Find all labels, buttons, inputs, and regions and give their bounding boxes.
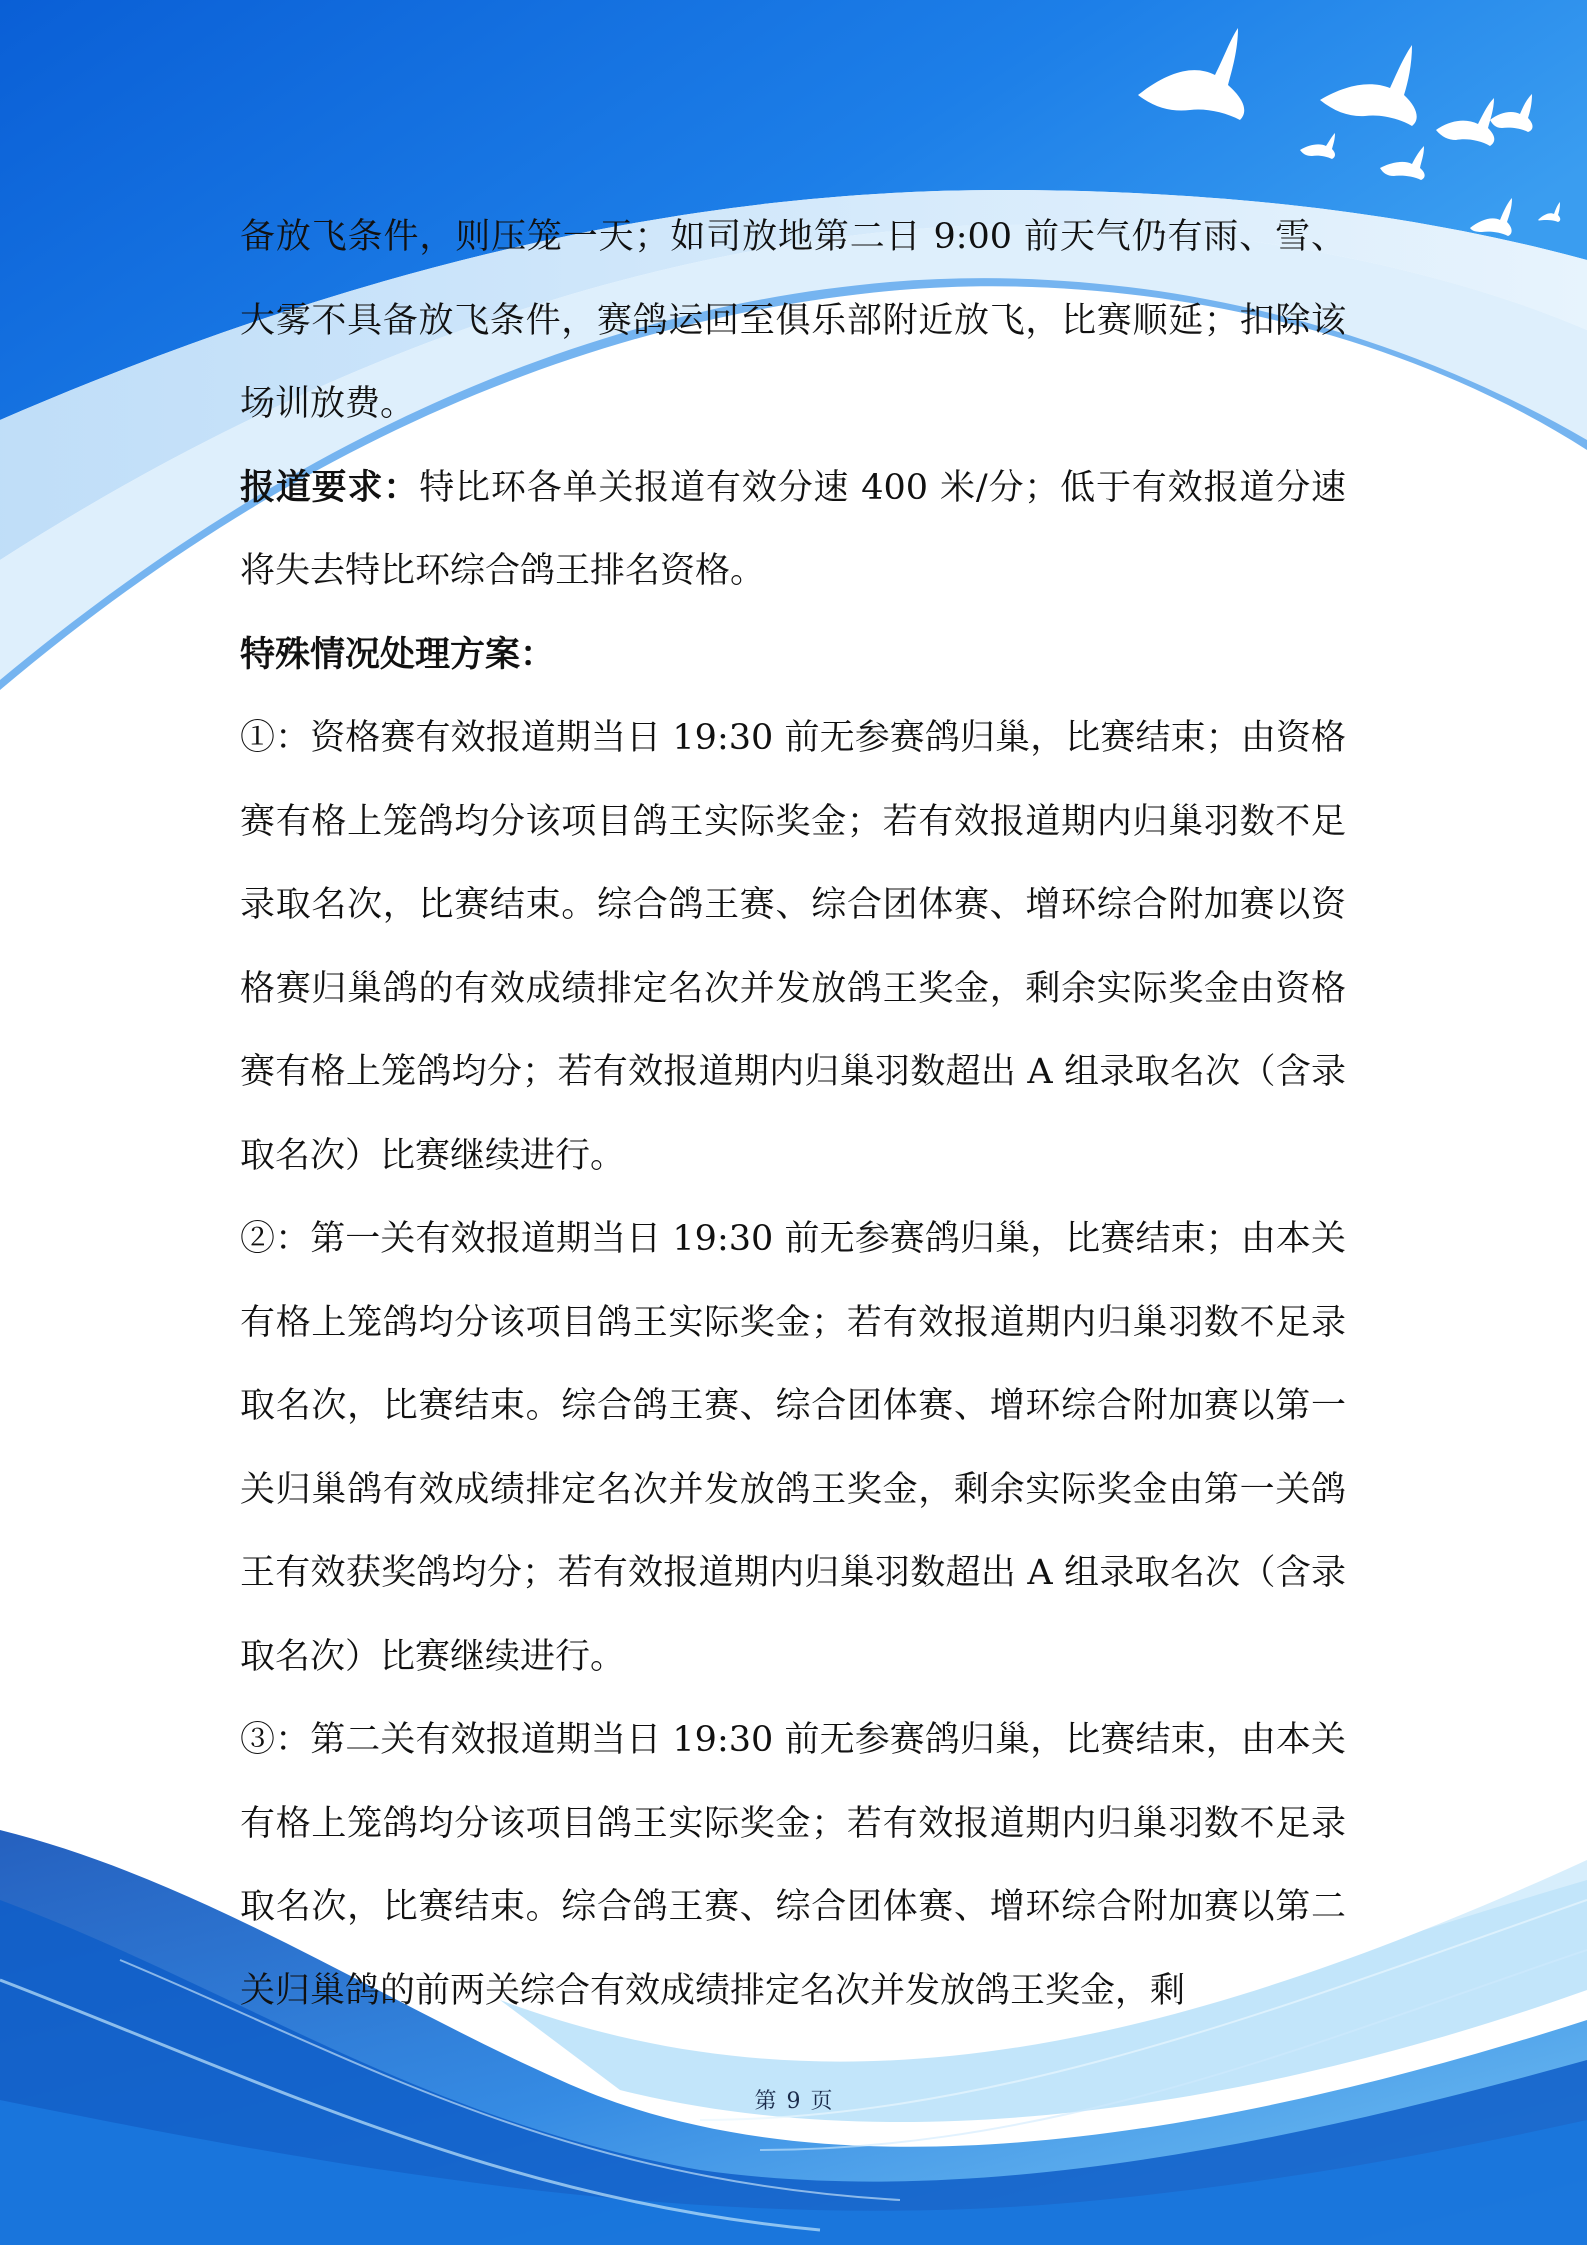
- report-requirement-text: 特比环各单关报道有效分速 400 米/分；低于有效报道分速将失去特比环综合鸽王排名资格。: [240, 467, 1346, 591]
- paragraph-first-stage-case: ②：第一关有效报道期当日 19:30 前无参赛鸽归巢，比赛结束；由本关有格上笼鸽均分该项目鸽王实际奖金；若有效报道期内归巢羽数不足录取名次，比赛结束。综合鸽王赛、综合团体赛、增环综合附加赛以第一关归巢鸽有效成绩排定名次并发放鸽王奖金，剩余实际奖金由第一关鸽王有效获奖鸽均分；若有效报道期内归巢羽数超出 A 组录取名次（含录取名次）比赛继续进行。: [240, 1219, 1346, 1677]
- page-number: 9: [786, 2089, 801, 2114]
- paragraph-report-requirement: [240, 447, 1346, 614]
- paragraph-second-stage-case: ③：第二关有效报道期当日 19:30 前无参赛鸽归巢，比赛结束，由本关有格上笼鸽均分该项目鸽王实际奖金；若有效报道期内归巢羽数不足录取名次，比赛结束。综合鸽王赛、综合团体赛、增环综合附加赛以第二关归巢鸽的前两关综合有效成绩排定名次并发放鸽王奖金，剩: [240, 1720, 1346, 2011]
- paragraph-qualifier-case: ①：资格赛有效报道期当日 19:30 前无参赛鸽归巢，比赛结束；由资格赛有格上笼鸽均分该项目鸽王实际奖金；若有效报道期内归巢羽数不足录取名次，比赛结束。综合鸽王赛、综合团体赛、增环综合附加赛以资格赛归巢鸽的有效成绩排定名次并发放鸽王奖金，剩余实际奖金由资格赛有格上笼鸽均分；若有效报道期内归巢羽数超出 A 组录取名次（含录取名次）比赛继续进行。: [240, 718, 1346, 1176]
- report-requirement-label: 报道要求：: [240, 467, 420, 508]
- page-footer: [0, 2084, 1587, 2115]
- paragraph-weather-rule: 备放飞条件，则压笼一天；如司放地第二日 9:00 前天气仍有雨、雪、大雾不具备放飞条件，赛鸽运回至俱乐部附近放飞，比赛顺延；扣除该场训放费。: [240, 217, 1346, 424]
- document-body: [240, 196, 1346, 2033]
- footer-prefix: 第: [754, 2089, 777, 2114]
- footer-suffix: 页: [810, 2089, 833, 2114]
- special-case-heading: 特殊情况处理方案：: [240, 634, 556, 675]
